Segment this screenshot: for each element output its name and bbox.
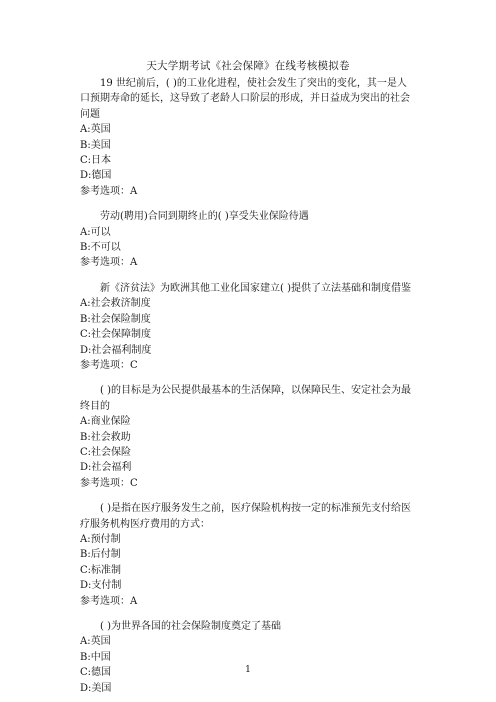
option-b: B:中国	[80, 651, 111, 663]
option-a: A:商业保险	[80, 416, 131, 428]
option-d: D:支付制	[80, 580, 122, 592]
option-b: B:社会保险制度	[80, 313, 151, 325]
answer-reference: 参考选项：A	[80, 185, 138, 197]
option-c: C:社会保障制度	[80, 329, 152, 341]
answer-reference: 参考选项：A	[80, 595, 138, 607]
option-d: D:德国	[80, 170, 112, 182]
question-6	[80, 619, 416, 696]
option-c: C:社会保险	[80, 446, 132, 458]
question-list	[80, 76, 416, 696]
question-3	[80, 281, 416, 373]
question-5	[80, 501, 416, 609]
question-text: ( )的目标是为公民提供最基本的生活保障，以保障民生、安定社会为最终目的	[80, 385, 411, 412]
question-text: 新《济贫法》为欧洲其他工业化国家建立( )提供了立法基础和制度借鉴	[100, 282, 411, 294]
answer-reference: 参考选项：C	[80, 359, 138, 371]
option-b: B:社会救助	[80, 431, 131, 443]
option-a: A:可以	[80, 226, 111, 238]
question-2	[80, 209, 416, 271]
option-b: B:后付制	[80, 549, 121, 561]
answer-reference: 参考选项：A	[80, 257, 138, 269]
question-text: ( )是指在医疗服务发生之前，医疗保险机构按一定的标准预先支付给医疗服务机构医疗费用的方式：	[80, 503, 411, 530]
page-title: 天大学期考试《社会保障》在线考核模拟卷	[146, 60, 350, 72]
answer-reference: 参考选项：C	[80, 477, 138, 489]
option-b: B:美国	[80, 139, 111, 151]
question-4	[80, 383, 416, 491]
option-a: A:英国	[80, 636, 111, 648]
option-a: A:英国	[80, 124, 111, 136]
option-a: A:社会救济制度	[80, 298, 151, 310]
question-text: 劳动(聘用)合同到期终止的( )享受失业保险待遇	[100, 211, 309, 223]
option-d: D:美国	[80, 682, 112, 694]
option-c: C:标准制	[80, 564, 122, 576]
option-c: C:日本	[80, 155, 112, 167]
option-a: A:预付制	[80, 533, 121, 545]
question-text: ( )为世界各国的社会保险制度奠定了基础	[100, 621, 281, 632]
question-1	[80, 76, 416, 199]
option-d: D:社会福利	[80, 462, 132, 474]
option-b: B:不可以	[80, 242, 121, 254]
question-text: 19 世纪前后，( )的工业化进程，使社会发生了突出的变化，其一是人口预期寿命的延长，这导致了老龄人口阶层的形成，并日益成为突出的社会问题	[80, 78, 410, 120]
option-d: D:社会福利制度	[80, 344, 152, 356]
page-number: 1	[245, 665, 251, 675]
option-c: C:德国	[80, 667, 112, 679]
